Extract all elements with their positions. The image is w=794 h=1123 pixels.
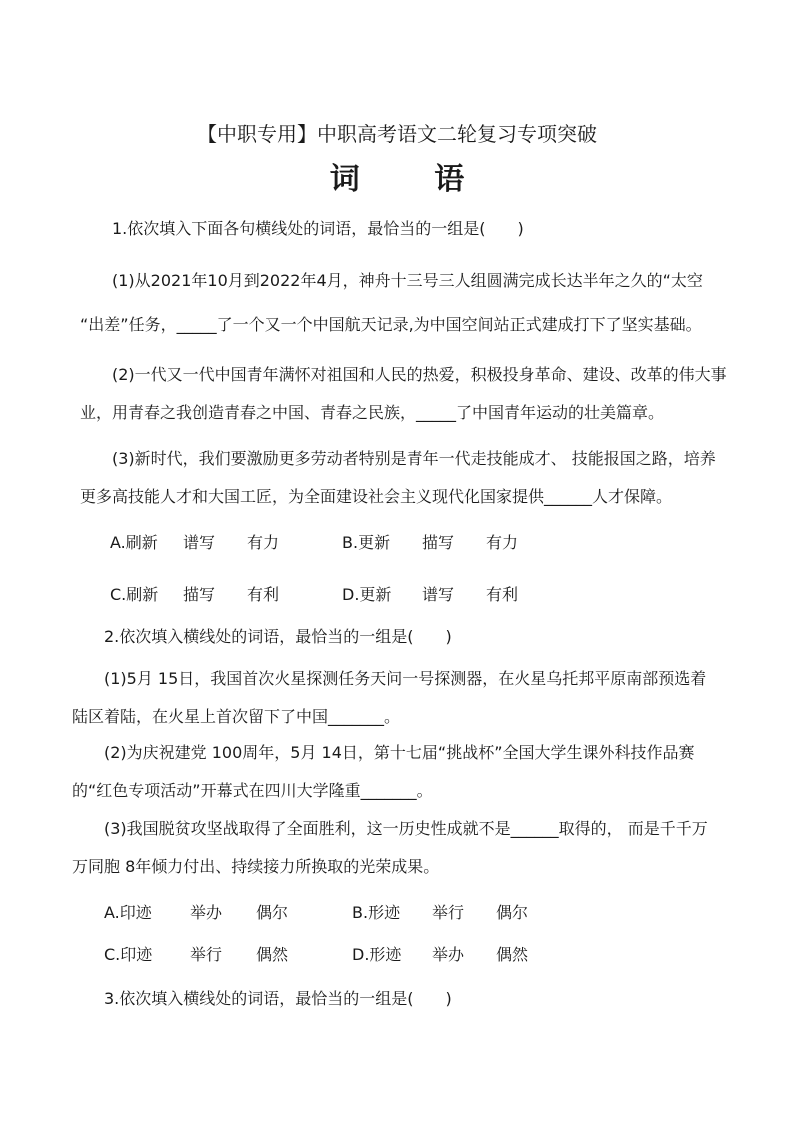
q1-sentence-1-line-2: “出差”任务，_____了一个又一个中国航天记录,为中国空间站正式建成打下了坚实基础。 (80, 315, 702, 334)
q1-option-b-letter: B.更新 (342, 533, 391, 552)
q1-option-c-letter: C.刷新 (110, 585, 159, 604)
q2-option-a-word-3: 偶尔 (256, 903, 289, 922)
q2-sentence-3-line-2: 万同胞 8年倾力付出、持续接力所换取的光荣成果。 (72, 857, 440, 876)
document-title: 词 语 (329, 162, 497, 197)
q1-option-a-word-2: 谱写 (183, 533, 216, 552)
q2-option-a-letter: A.印迹 (104, 903, 152, 922)
q1-sentence-2-line-2: 业，用青春之我创造青春之中国、青春之民族，_____了中国青年运动的壮美篇章。 (80, 403, 665, 422)
q2-option-b-letter: B.形迹 (352, 903, 401, 922)
q2-option-d-word-2: 举办 (432, 945, 465, 964)
q1-option-c-word-2: 描写 (183, 585, 216, 604)
question-3-stem: 3.依次填入横线处的词语，最恰当的一组是( ) (104, 989, 452, 1008)
q1-option-a-letter: A.刷新 (110, 533, 158, 552)
q1-sentence-3-line-2: 更多高技能人才和大国工匠，为全面建设社会主义现代化国家提供______人才保障。 (80, 487, 673, 506)
q2-option-d-word-3: 偶然 (496, 945, 529, 964)
q1-option-d-word-2: 谱写 (422, 585, 455, 604)
q2-sentence-2-line-2: 的“红色专项活动”开幕式在四川大学隆重_______。 (72, 781, 433, 800)
document-subtitle: 【中职专用】中职高考语文二轮复习专项突破 (197, 122, 597, 146)
q1-option-d-word-3: 有利 (486, 585, 519, 604)
q1-sentence-1-line-1: (1)从2021年10月到2022年4月，神舟十三号三人组圆满完成长达半年之久的“太空 (112, 271, 703, 290)
q2-option-b-word-3: 偶尔 (496, 903, 529, 922)
q1-option-a-word-3: 有力 (247, 533, 280, 552)
q1-sentence-3-line-1: (3)新时代，我们要激励更多劳动者特别是青年一代走技能成才、 技能报国之路，培养 (112, 449, 716, 468)
q1-sentence-2-line-1: (2)一代又一代中国青年满怀对祖国和人民的热爱，积极投身革命、建设、改革的伟大事 (112, 365, 727, 384)
q1-option-b-word-2: 描写 (422, 533, 455, 552)
q2-option-c-word-3: 偶然 (256, 945, 289, 964)
q2-option-c-word-2: 举行 (190, 945, 223, 964)
q2-sentence-2-line-1: (2)为庆祝建党 100周年，5月 14日，第十七届“挑战杯”全国大学生课外科技作品赛 (104, 743, 695, 762)
question-2-stem: 2.依次填入横线处的词语，最恰当的一组是( ) (104, 627, 452, 646)
q2-sentence-1-line-2: 陆区着陆，在火星上首次留下了中国_______。 (72, 707, 401, 726)
q2-option-b-word-2: 举行 (432, 903, 465, 922)
q1-option-c-word-3: 有利 (247, 585, 280, 604)
question-1-stem: 1.依次填入下面各句横线处的词语，最恰当的一组是( ) (112, 219, 524, 238)
q2-sentence-3-line-1: (3)我国脱贫攻坚战取得了全面胜利，这一历史性成就不是______取得的， 而是千千万 (104, 819, 708, 838)
q2-sentence-1-line-1: (1)5月 15日，我国首次火星探测任务天问一号探测器，在火星乌托邦平原南部预选着 (104, 669, 707, 688)
q1-option-d-letter: D.更新 (342, 585, 392, 604)
q2-option-a-word-2: 举办 (190, 903, 223, 922)
q2-option-c-letter: C.印迹 (104, 945, 153, 964)
q2-option-d-letter: D.形迹 (352, 945, 402, 964)
q1-option-b-word-3: 有力 (486, 533, 519, 552)
